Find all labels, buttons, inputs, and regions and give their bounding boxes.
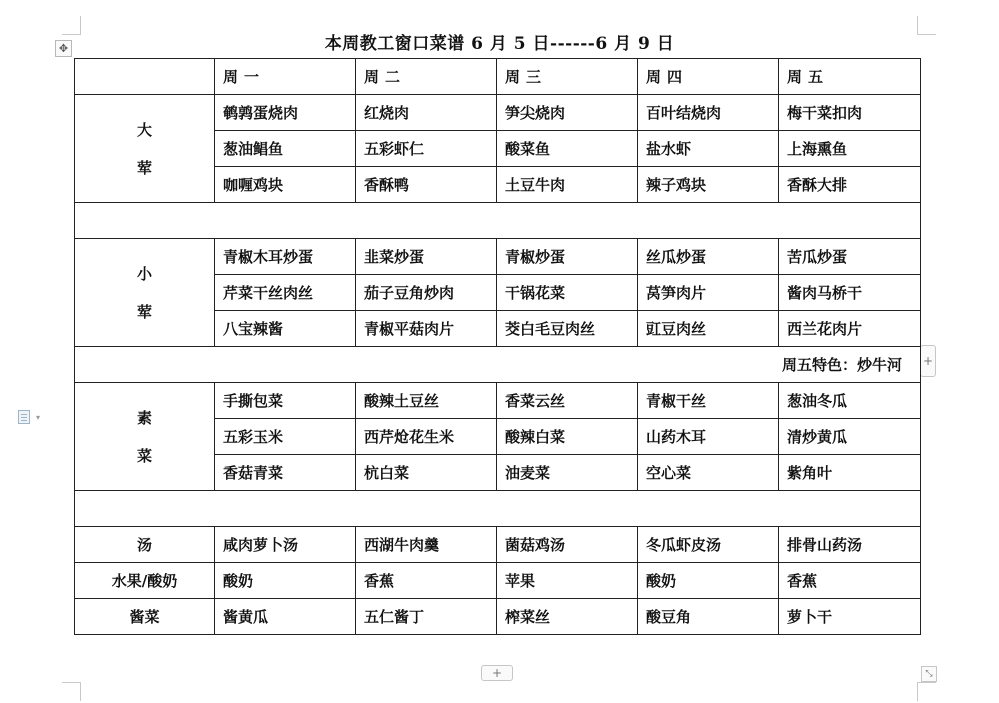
- category-xiaohun: [75, 239, 215, 347]
- category-char: 素: [136, 408, 152, 427]
- category-sucai: [75, 383, 215, 491]
- dish-cell[interactable]: 苦瓜炒蛋: [779, 239, 921, 275]
- category-char: 大: [136, 120, 152, 139]
- table-row: [75, 599, 921, 635]
- dish-cell[interactable]: 青椒干丝: [638, 383, 779, 419]
- crop-mark-bottom-right: [917, 682, 936, 701]
- dish-cell[interactable]: 上海熏鱼: [779, 131, 921, 167]
- dish-cell[interactable]: 红烧肉: [356, 95, 497, 131]
- table-row: [75, 563, 921, 599]
- category-char: 菜: [136, 446, 152, 465]
- category-pickle: 酱菜: [75, 599, 215, 635]
- table-row: [75, 383, 921, 419]
- dish-cell[interactable]: 酸奶: [638, 563, 779, 599]
- blank-cell[interactable]: [75, 203, 921, 239]
- dish-cell[interactable]: 香酥大排: [779, 167, 921, 203]
- category-char: 荤: [136, 302, 152, 321]
- blank-row: [75, 491, 921, 527]
- category-char: 小: [136, 264, 152, 283]
- dish-cell[interactable]: 咸肉萝卜汤: [215, 527, 356, 563]
- dish-cell[interactable]: 手撕包菜: [215, 383, 356, 419]
- corner-cell: [75, 59, 215, 95]
- dish-cell[interactable]: 葱油冬瓜: [779, 383, 921, 419]
- dish-cell[interactable]: 丝瓜炒蛋: [638, 239, 779, 275]
- dish-cell[interactable]: 酱肉马桥干: [779, 275, 921, 311]
- dish-cell[interactable]: 青椒木耳炒蛋: [215, 239, 356, 275]
- dish-cell[interactable]: 梅干菜扣肉: [779, 95, 921, 131]
- dish-cell[interactable]: 酸菜鱼: [497, 131, 638, 167]
- special-row: [75, 347, 921, 383]
- dish-cell[interactable]: 酸辣土豆丝: [356, 383, 497, 419]
- dish-cell[interactable]: 菌菇鸡汤: [497, 527, 638, 563]
- dish-cell[interactable]: 西兰花肉片: [779, 311, 921, 347]
- category-char: 荤: [136, 158, 152, 177]
- dish-cell[interactable]: 酸豆角: [638, 599, 779, 635]
- dish-cell[interactable]: 咖喱鸡块: [215, 167, 356, 203]
- dish-cell[interactable]: 八宝辣酱: [215, 311, 356, 347]
- chevron-down-icon[interactable]: ▾: [36, 413, 41, 422]
- dish-cell[interactable]: 酸辣白菜: [497, 419, 638, 455]
- dish-cell[interactable]: 青椒炒蛋: [497, 239, 638, 275]
- document-title: 本周教工窗口菜谱 6 月 5 日------6 月 9 日: [324, 34, 675, 54]
- dish-cell[interactable]: 空心菜: [638, 455, 779, 491]
- dish-cell[interactable]: 香蕉: [779, 563, 921, 599]
- dish-cell[interactable]: 辣子鸡块: [638, 167, 779, 203]
- dish-cell[interactable]: 葱油鲳鱼: [215, 131, 356, 167]
- dish-cell[interactable]: 香菜云丝: [497, 383, 638, 419]
- dish-cell[interactable]: 冬瓜虾皮汤: [638, 527, 779, 563]
- table-move-icon[interactable]: ✥: [55, 40, 72, 57]
- day-header-mon: 周一: [215, 59, 356, 95]
- dish-cell[interactable]: 香菇青菜: [215, 455, 356, 491]
- dish-cell[interactable]: 西芹炝花生米: [356, 419, 497, 455]
- dish-cell[interactable]: 盐水虾: [638, 131, 779, 167]
- day-header-fri: 周五: [779, 59, 921, 95]
- dish-cell[interactable]: 排骨山药汤: [779, 527, 921, 563]
- table-row: [75, 527, 921, 563]
- dish-cell[interactable]: 杭白菜: [356, 455, 497, 491]
- dish-cell[interactable]: 清炒黄瓜: [779, 419, 921, 455]
- dish-cell[interactable]: 苹果: [497, 563, 638, 599]
- dish-cell[interactable]: 酸奶: [215, 563, 356, 599]
- document-icon[interactable]: [18, 410, 30, 424]
- dish-cell[interactable]: 五彩虾仁: [356, 131, 497, 167]
- day-header-wed: 周三: [497, 59, 638, 95]
- dish-cell[interactable]: 榨菜丝: [497, 599, 638, 635]
- dish-cell[interactable]: 西湖牛肉羹: [356, 527, 497, 563]
- dish-cell[interactable]: 豇豆肉丝: [638, 311, 779, 347]
- menu-table: [74, 58, 921, 635]
- table-row: [75, 239, 921, 275]
- dish-cell[interactable]: 土豆牛肉: [497, 167, 638, 203]
- crop-mark-bottom-left: [62, 682, 81, 701]
- dish-cell[interactable]: 韭菜炒蛋: [356, 239, 497, 275]
- blank-row: [75, 203, 921, 239]
- dish-cell[interactable]: 萝卜干: [779, 599, 921, 635]
- dish-cell[interactable]: 五彩玉米: [215, 419, 356, 455]
- dish-cell[interactable]: 干锅花菜: [497, 275, 638, 311]
- dish-cell[interactable]: 鹌鹑蛋烧肉: [215, 95, 356, 131]
- table-resize-icon[interactable]: ⤡: [921, 666, 937, 682]
- day-header-tue: 周二: [356, 59, 497, 95]
- day-header-thu: 周四: [638, 59, 779, 95]
- friday-special[interactable]: 周五特色：炒牛河: [75, 347, 921, 383]
- table-row: [75, 95, 921, 131]
- dish-cell[interactable]: 香酥鸭: [356, 167, 497, 203]
- dish-cell[interactable]: 青椒平菇肉片: [356, 311, 497, 347]
- dish-cell[interactable]: 紫角叶: [779, 455, 921, 491]
- dish-cell[interactable]: 百叶结烧肉: [638, 95, 779, 131]
- header-row: [75, 59, 921, 95]
- dish-cell[interactable]: 茭白毛豆肉丝: [497, 311, 638, 347]
- category-dazhen: [75, 95, 215, 203]
- dish-cell[interactable]: 茄子豆角炒肉: [356, 275, 497, 311]
- category-soup: 汤: [75, 527, 215, 563]
- add-row-button[interactable]: +: [481, 665, 513, 681]
- blank-cell[interactable]: [75, 491, 921, 527]
- dish-cell[interactable]: 芹菜干丝肉丝: [215, 275, 356, 311]
- dish-cell[interactable]: 五仁酱丁: [356, 599, 497, 635]
- dish-cell[interactable]: 酱黄瓜: [215, 599, 356, 635]
- dish-cell[interactable]: 香蕉: [356, 563, 497, 599]
- dish-cell[interactable]: 笋尖烧肉: [497, 95, 638, 131]
- add-column-button[interactable]: +: [920, 345, 936, 377]
- dish-cell[interactable]: 油麦菜: [497, 455, 638, 491]
- category-fruit: 水果/酸奶: [75, 563, 215, 599]
- dish-cell[interactable]: 莴笋肉片: [638, 275, 779, 311]
- dish-cell[interactable]: 山药木耳: [638, 419, 779, 455]
